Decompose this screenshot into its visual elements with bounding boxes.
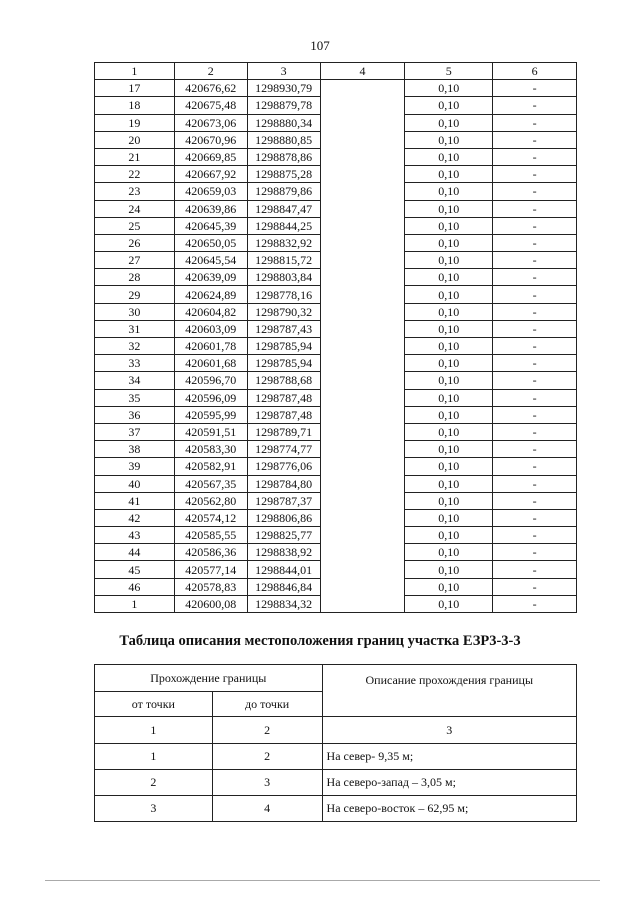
table-cell: 0,10: [405, 97, 493, 114]
table-cell: -: [493, 303, 577, 320]
table-cell: 19: [95, 114, 175, 131]
column-number: 2: [212, 717, 322, 744]
table-cell: 0,10: [405, 217, 493, 234]
coordinates-body: [95, 80, 577, 613]
table-cell: 33: [95, 355, 175, 372]
table-cell: 420586,36: [174, 544, 247, 561]
table-cell: 420675,48: [174, 97, 247, 114]
column-header: 4: [320, 63, 405, 80]
table-cell: 0,10: [405, 234, 493, 251]
table-cell: 3: [212, 770, 322, 796]
column-header: 2: [174, 63, 247, 80]
table-cell: 420582,91: [174, 458, 247, 475]
table-cell: -: [493, 458, 577, 475]
table-cell: 4: [212, 796, 322, 822]
table-cell: 420669,85: [174, 148, 247, 165]
boundary-description-table: [94, 664, 577, 822]
table-row: [95, 97, 577, 114]
table-cell: 0,10: [405, 131, 493, 148]
table-cell: -: [493, 114, 577, 131]
table-cell: [320, 389, 405, 406]
table-cell: [320, 148, 405, 165]
table-cell: [320, 114, 405, 131]
table-cell: 0,10: [405, 148, 493, 165]
table-cell: -: [493, 269, 577, 286]
table-cell: 0,10: [405, 338, 493, 355]
table-cell: 0,10: [405, 389, 493, 406]
table-cell: 420577,14: [174, 561, 247, 578]
table-cell: 36: [95, 406, 175, 423]
table-row: [95, 492, 577, 509]
table-row: [95, 441, 577, 458]
table-row: [95, 475, 577, 492]
table-cell: 1: [95, 744, 213, 770]
table-row: [95, 200, 577, 217]
table-cell: -: [493, 406, 577, 423]
coordinates-table: [94, 62, 577, 613]
table-cell: 43: [95, 527, 175, 544]
table-row: [95, 389, 577, 406]
table-cell: [320, 355, 405, 372]
table-cell: 46: [95, 578, 175, 595]
table-cell: 420596,09: [174, 389, 247, 406]
table-cell: [320, 166, 405, 183]
table-cell: 0,10: [405, 183, 493, 200]
table-cell: 3: [95, 796, 213, 822]
column-header: 5: [405, 63, 493, 80]
table-cell: 20: [95, 131, 175, 148]
table-cell: [320, 544, 405, 561]
table-cell: [320, 527, 405, 544]
table-row: [95, 509, 577, 526]
table-cell: 0,10: [405, 544, 493, 561]
table-cell: [320, 286, 405, 303]
table-cell: 1298790,32: [247, 303, 320, 320]
table-cell: 420578,83: [174, 578, 247, 595]
table-cell: 1298785,94: [247, 338, 320, 355]
table-cell: [320, 217, 405, 234]
table-cell: 38: [95, 441, 175, 458]
table-cell: 420574,12: [174, 509, 247, 526]
table-row: [95, 406, 577, 423]
table-cell: 1298879,78: [247, 97, 320, 114]
table-cell: [320, 492, 405, 509]
table-cell: 1298834,32: [247, 595, 320, 612]
table-cell: 40: [95, 475, 175, 492]
table-cell: 18: [95, 97, 175, 114]
table-cell: 420667,92: [174, 166, 247, 183]
table-cell: 0,10: [405, 320, 493, 337]
table-cell: 1298825,77: [247, 527, 320, 544]
table-cell: 26: [95, 234, 175, 251]
table-row: [95, 770, 577, 796]
table-cell: 420562,80: [174, 492, 247, 509]
table-cell: 37: [95, 423, 175, 440]
table-cell: 35: [95, 389, 175, 406]
table-cell: 420583,30: [174, 441, 247, 458]
table-cell: 420639,86: [174, 200, 247, 217]
table-cell: -: [493, 131, 577, 148]
table-cell: 420585,55: [174, 527, 247, 544]
table-cell: 1298787,37: [247, 492, 320, 509]
table-cell: -: [493, 148, 577, 165]
table-cell: 0,10: [405, 458, 493, 475]
table-cell: 34: [95, 372, 175, 389]
table-cell: [320, 252, 405, 269]
column-number: 3: [322, 717, 576, 744]
table-cell: -: [493, 372, 577, 389]
table-row: [95, 148, 577, 165]
footer-divider: [45, 880, 600, 881]
table-row: [95, 338, 577, 355]
table-row: [95, 527, 577, 544]
table-cell: 2: [212, 744, 322, 770]
table-row: [95, 166, 577, 183]
table-row: [95, 355, 577, 372]
table-cell: 420670,96: [174, 131, 247, 148]
table-cell: 0,10: [405, 406, 493, 423]
table-cell: 420624,89: [174, 286, 247, 303]
table-row: [95, 744, 577, 770]
table-cell: 420650,05: [174, 234, 247, 251]
table-cell: [320, 97, 405, 114]
table-cell: 41: [95, 492, 175, 509]
table-cell: 420645,54: [174, 252, 247, 269]
table-cell: 0,10: [405, 269, 493, 286]
header-boundary-passage: Прохождение границы: [95, 665, 323, 692]
table-cell: -: [493, 200, 577, 217]
table-row: [95, 252, 577, 269]
table-cell: 42: [95, 509, 175, 526]
table-cell: 0,10: [405, 372, 493, 389]
table-cell: 420600,08: [174, 595, 247, 612]
table-cell: -: [493, 166, 577, 183]
table-cell: 0,10: [405, 527, 493, 544]
table-cell: -: [493, 544, 577, 561]
table-row: [95, 423, 577, 440]
table-cell: 1298878,86: [247, 148, 320, 165]
table-cell: -: [493, 441, 577, 458]
table-cell: 420591,51: [174, 423, 247, 440]
table-row: [95, 217, 577, 234]
column-header: 1: [95, 63, 175, 80]
table-row: [95, 80, 577, 97]
table-row: [95, 595, 577, 612]
table-cell: -: [493, 509, 577, 526]
table-cell: [320, 475, 405, 492]
table-cell: 0,10: [405, 423, 493, 440]
table-cell: 1298787,48: [247, 406, 320, 423]
table-row: [95, 131, 577, 148]
table-row: [95, 303, 577, 320]
table-cell: 1298789,71: [247, 423, 320, 440]
table-row: [95, 286, 577, 303]
table-cell: 1298784,80: [247, 475, 320, 492]
table-cell: 0,10: [405, 492, 493, 509]
page-number: 107: [310, 38, 330, 53]
table-cell: [320, 509, 405, 526]
table-cell: 31: [95, 320, 175, 337]
table-cell: [320, 441, 405, 458]
table-cell: 0,10: [405, 441, 493, 458]
table-cell: 1298879,86: [247, 183, 320, 200]
table-cell: 22: [95, 166, 175, 183]
table-cell: 0,10: [405, 252, 493, 269]
table-cell: -: [493, 252, 577, 269]
table-cell: На северо-восток – 62,95 м;: [322, 796, 576, 822]
table-cell: 27: [95, 252, 175, 269]
table-row: [95, 269, 577, 286]
table-cell: [320, 131, 405, 148]
table-cell: [320, 183, 405, 200]
table-cell: 29: [95, 286, 175, 303]
table-cell: 1298880,34: [247, 114, 320, 131]
table-cell: 1298776,06: [247, 458, 320, 475]
table-cell: [320, 269, 405, 286]
table-cell: [320, 372, 405, 389]
table-cell: 1298847,47: [247, 200, 320, 217]
table-cell: [320, 423, 405, 440]
table-cell: [320, 595, 405, 612]
table-cell: [320, 338, 405, 355]
table-cell: -: [493, 527, 577, 544]
table-cell: 1298787,48: [247, 389, 320, 406]
column-header: 6: [493, 63, 577, 80]
table-cell: 420596,70: [174, 372, 247, 389]
table-cell: -: [493, 234, 577, 251]
table-cell: На северо-запад – 3,05 м;: [322, 770, 576, 796]
table-cell: -: [493, 578, 577, 595]
table-cell: -: [493, 389, 577, 406]
table-cell: 32: [95, 338, 175, 355]
table-cell: 25: [95, 217, 175, 234]
table-cell: [320, 200, 405, 217]
table-cell: -: [493, 80, 577, 97]
table-cell: [320, 234, 405, 251]
table-cell: -: [493, 355, 577, 372]
table-cell: 1298880,85: [247, 131, 320, 148]
table-cell: [320, 320, 405, 337]
header-boundary-description: Описание прохождения границы: [322, 665, 576, 717]
table-cell: 1: [95, 595, 175, 612]
table-row: [95, 578, 577, 595]
table-cell: -: [493, 595, 577, 612]
table-cell: 420603,09: [174, 320, 247, 337]
table-cell: 420595,99: [174, 406, 247, 423]
section-title: Таблица описания местоположения границ участка ЕЗР3-3-3: [119, 633, 521, 649]
table-cell: 1298832,92: [247, 234, 320, 251]
table-cell: 1298788,68: [247, 372, 320, 389]
table-row: [95, 796, 577, 822]
table-cell: 17: [95, 80, 175, 97]
column-header: 3: [247, 63, 320, 80]
table-cell: -: [493, 286, 577, 303]
table-cell: [320, 303, 405, 320]
table-cell: 420604,82: [174, 303, 247, 320]
table-row: [95, 183, 577, 200]
table-cell: 0,10: [405, 114, 493, 131]
table-row: [95, 372, 577, 389]
table-row: [95, 458, 577, 475]
table-cell: 0,10: [405, 475, 493, 492]
table-cell: 1298846,84: [247, 578, 320, 595]
table-cell: 420601,68: [174, 355, 247, 372]
table-cell: 21: [95, 148, 175, 165]
table-cell: 1298815,72: [247, 252, 320, 269]
table-cell: 1298844,01: [247, 561, 320, 578]
table-cell: 420567,35: [174, 475, 247, 492]
table-cell: 44: [95, 544, 175, 561]
table-cell: [320, 578, 405, 595]
column-number: 1: [95, 717, 213, 744]
table-cell: -: [493, 338, 577, 355]
table-row: [95, 544, 577, 561]
table-cell: -: [493, 183, 577, 200]
table-cell: [320, 406, 405, 423]
table-row: [95, 320, 577, 337]
table-cell: [320, 458, 405, 475]
table-cell: 28: [95, 269, 175, 286]
table-cell: 1298844,25: [247, 217, 320, 234]
table-cell: 1298778,16: [247, 286, 320, 303]
table-cell: 0,10: [405, 166, 493, 183]
table-row: [95, 561, 577, 578]
table-cell: [320, 561, 405, 578]
header-to-point: до точки: [212, 692, 322, 717]
table-cell: 23: [95, 183, 175, 200]
table-row: [95, 234, 577, 251]
desc-numbering-row: [95, 717, 577, 744]
table-cell: 1298930,79: [247, 80, 320, 97]
table-cell: 0,10: [405, 355, 493, 372]
table-cell: -: [493, 475, 577, 492]
table-cell: -: [493, 217, 577, 234]
table-cell: [320, 80, 405, 97]
table-cell: 39: [95, 458, 175, 475]
table-cell: 30: [95, 303, 175, 320]
table-cell: -: [493, 423, 577, 440]
table-cell: 420645,39: [174, 217, 247, 234]
table-cell: 0,10: [405, 561, 493, 578]
table-cell: 0,10: [405, 509, 493, 526]
table-cell: 1298875,28: [247, 166, 320, 183]
table-row: [95, 114, 577, 131]
table-cell: -: [493, 97, 577, 114]
table-cell: 1298803,84: [247, 269, 320, 286]
table-cell: 420673,06: [174, 114, 247, 131]
table-cell: 0,10: [405, 578, 493, 595]
table-cell: 2: [95, 770, 213, 796]
table-cell: 0,10: [405, 200, 493, 217]
table-cell: 1298774,77: [247, 441, 320, 458]
table-cell: 420639,09: [174, 269, 247, 286]
table-cell: 1298806,86: [247, 509, 320, 526]
table-cell: 1298787,43: [247, 320, 320, 337]
table-cell: -: [493, 561, 577, 578]
table-cell: 420676,62: [174, 80, 247, 97]
table-cell: 0,10: [405, 80, 493, 97]
table-cell: 45: [95, 561, 175, 578]
table-cell: 0,10: [405, 303, 493, 320]
coordinates-header-row: [95, 63, 577, 80]
table-cell: 1298785,94: [247, 355, 320, 372]
table-cell: 0,10: [405, 595, 493, 612]
table-cell: 0,10: [405, 286, 493, 303]
table-cell: На север- 9,35 м;: [322, 744, 576, 770]
header-from-point: от точки: [95, 692, 213, 717]
table-cell: 420659,03: [174, 183, 247, 200]
desc-header-row: [95, 665, 577, 692]
table-cell: -: [493, 320, 577, 337]
table-cell: -: [493, 492, 577, 509]
table-cell: 1298838,92: [247, 544, 320, 561]
table-cell: 24: [95, 200, 175, 217]
table-cell: 420601,78: [174, 338, 247, 355]
